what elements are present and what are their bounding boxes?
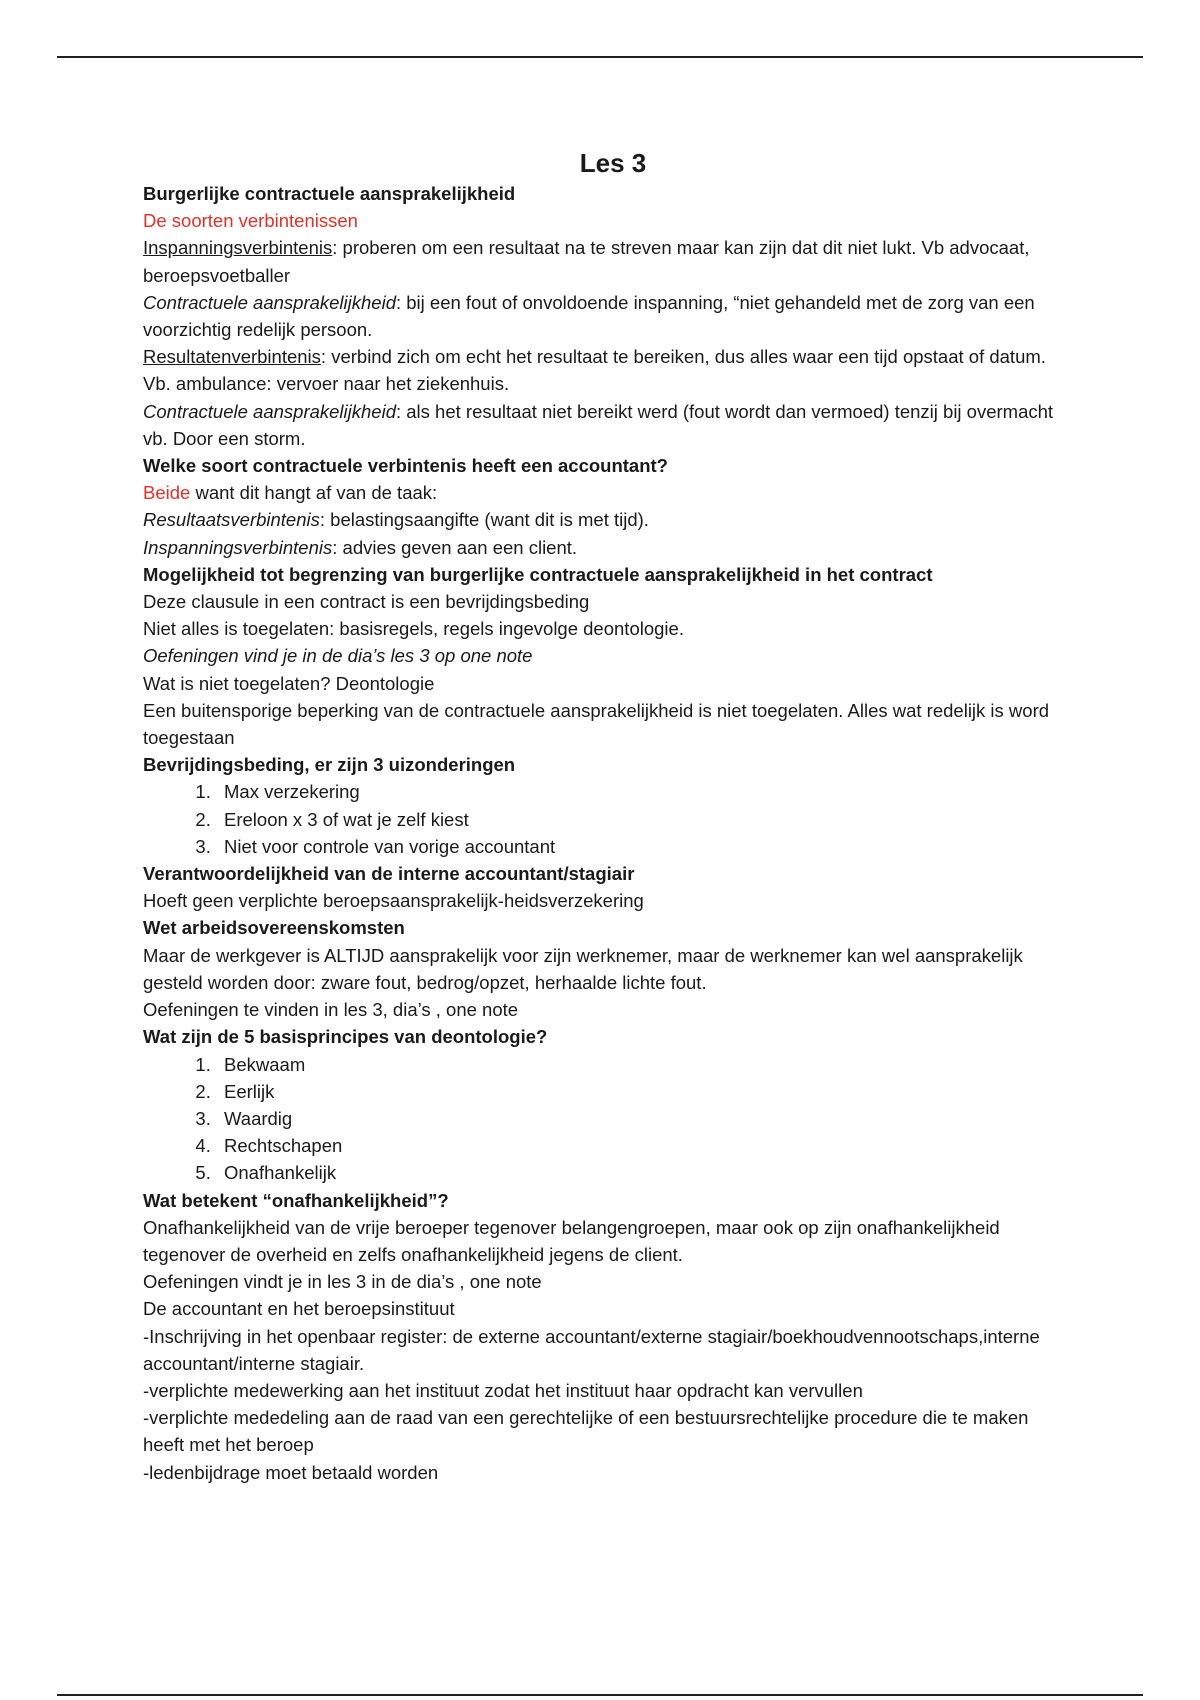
- list-item: 3. Waardig: [216, 1105, 1063, 1132]
- paragraph-contractuele-2: Contractuele aansprakelijkheid: als het resultaat niet bereikt werd (fout wordt dan vermoed) tenzij bij overmacht vb. Door een storm.: [143, 400, 1054, 449]
- list-item: 3. Niet voor controle van vorige accountant: [216, 833, 1063, 860]
- footer-rule: [57, 1694, 1143, 1696]
- heading-begrenzing: Mogelijkheid tot begrenzing van burgerlijke contractuele aansprakelijkheid in het contract: [143, 563, 933, 585]
- paragraph-ledenbijdrage: -ledenbijdrage moet betaald worden: [143, 1461, 439, 1483]
- paragraph-wat-niet: Wat is niet toegelaten? Deontologie: [143, 672, 435, 694]
- heading-wet: Wet arbeidsovereenskomsten: [143, 917, 405, 939]
- paragraph-inspanning: Inspanningsverbintenis: proberen om een resultaat na te streven maar kan zijn dat dit niet lukt. Vb advocaat, beroepsvoetballer: [143, 237, 1030, 286]
- list-item: 4. Rechtschapen: [216, 1132, 1063, 1159]
- answer-beide: Beide: [143, 482, 191, 504]
- paragraph-inschrijving: -Inschrijving in het openbaar register: de externe accountant/externe stagiair/boekhoudvennootschaps,interne accountant/interne stagiair.: [143, 1325, 1040, 1374]
- paragraph-hoeft-geen: Hoeft geen verplichte beroepsaansprakelijk-heidsverzekering: [143, 890, 644, 912]
- heading-contractuele-aansprakelijkheid: Burgerlijke contractuele aansprakelijkheid: [143, 183, 516, 204]
- paragraph-buitensporig: Een buitensporige beperking van de contractuele aansprakelijkheid is niet toegelaten. Alles wat redelijk is word toegestaan: [143, 699, 1050, 749]
- document-body: [143, 146, 1063, 1486]
- paragraph-beide: Beide want dit hangt af van de taak:: [143, 482, 438, 504]
- term-contractuele-aansprakelijkheid-2: Contractuele aansprakelijkheid: [143, 400, 396, 422]
- paragraph-mededeling: -verplichte mededeling aan de raad van een gerechtelijke of een bestuursrechtelijke procedure die te maken heeft met het beroep: [143, 1407, 1029, 1456]
- list-item: 2. Ereloon x 3 of wat je zelf kiest: [216, 806, 1063, 833]
- question-onafhankelijkheid: Wat betekent “onafhankelijkheid”?: [143, 1189, 449, 1211]
- heading-bevrijdingsbeding: Bevrijdingsbeding, er zijn 3 uizonderingen: [143, 754, 516, 776]
- page-title: Les 3: [579, 148, 647, 178]
- paragraph-inspanningsverbintenis: Inspanningsverbintenis: advies geven aan een client.: [143, 536, 578, 558]
- paragraph-medewerking: -verplichte medewerking aan het instituut zodat het instituut haar opdracht kan vervullen: [143, 1379, 863, 1401]
- paragraph-werkgever: Maar de werkgever is ALTIJD aansprakelijk voor zijn werknemer, maar de werknemer kan wel aansprakelijk gesteld worden door: zware fout, bedrog/opzet, herhaalde lichte fout.: [143, 944, 1023, 993]
- term-resultatenverbintenis: Resultatenverbintenis: [143, 346, 321, 368]
- header-rule: [57, 56, 1143, 58]
- list-item: 1. Bekwaam: [216, 1051, 1063, 1078]
- paragraph-resultaat: Resultatenverbintenis: verbind zich om echt het resultaat te bereiken, dus alles waar een tijd opstaat of datum. Vb. ambulance: vervoer naar het ziekenhuis.: [143, 346, 1046, 395]
- paragraph-oefeningen-2: Oefeningen te vinden in les 3, dia’s , one note: [143, 999, 519, 1021]
- list-item: 2. Eerlijk: [216, 1078, 1063, 1105]
- question-basisprincipes: Wat zijn de 5 basisprincipes van deontologie?: [143, 1026, 548, 1048]
- paragraph-oefeningen-3: Oefeningen vindt je in les 3 in de dia’s , one note: [143, 1271, 542, 1293]
- question-soort: Welke soort contractuele verbintenis heeft een accountant?: [143, 455, 668, 477]
- paragraph-beroepsinstituut: De accountant en het beroepsinstituut: [143, 1298, 455, 1320]
- paragraph-niet-alles: Niet alles is toegelaten: basisregels, regels ingevolge deontologie.: [143, 618, 684, 640]
- paragraph-onafhankelijkheid: Onafhankelijkheid van de vrije beroeper tegenover belangengroepen, maar ook op zijn onafhankelijkheid tegenover de overheid en zelfs onafhankelijkheid jegens de client.: [143, 1216, 1000, 1265]
- term-inspanningsverbintenis: Inspanningsverbintenis: [143, 237, 333, 259]
- paragraph-oefeningen-1: Oefeningen vind je in de dia’s les 3 op one note: [143, 645, 533, 667]
- paragraph-resultaatsverbintenis: Resultaatsverbintenis: belastingsaangifte (want dit is met tijd).: [143, 509, 649, 531]
- paragraph-clausule: Deze clausule in een contract is een bevrijdingsbeding: [143, 591, 590, 613]
- list-uitzonderingen: [143, 778, 1063, 860]
- term-contractuele-aansprakelijkheid: Contractuele aansprakelijkheid: [143, 291, 396, 313]
- list-item: 1. Max verzekering: [216, 778, 1063, 805]
- subheading-soorten: De soorten verbintenissen: [143, 210, 358, 232]
- list-item: 5. Onafhankelijk: [216, 1159, 1063, 1186]
- heading-interne-accountant: Verantwoordelijkheid van de interne accountant/stagiair: [143, 863, 635, 885]
- list-basisprincipes: [143, 1051, 1063, 1187]
- paragraph-contractuele-1: Contractuele aansprakelijkheid: bij een fout of onvoldoende inspanning, “niet gehandeld met de zorg van een voorzichtig redelijk persoon.: [143, 291, 1035, 341]
